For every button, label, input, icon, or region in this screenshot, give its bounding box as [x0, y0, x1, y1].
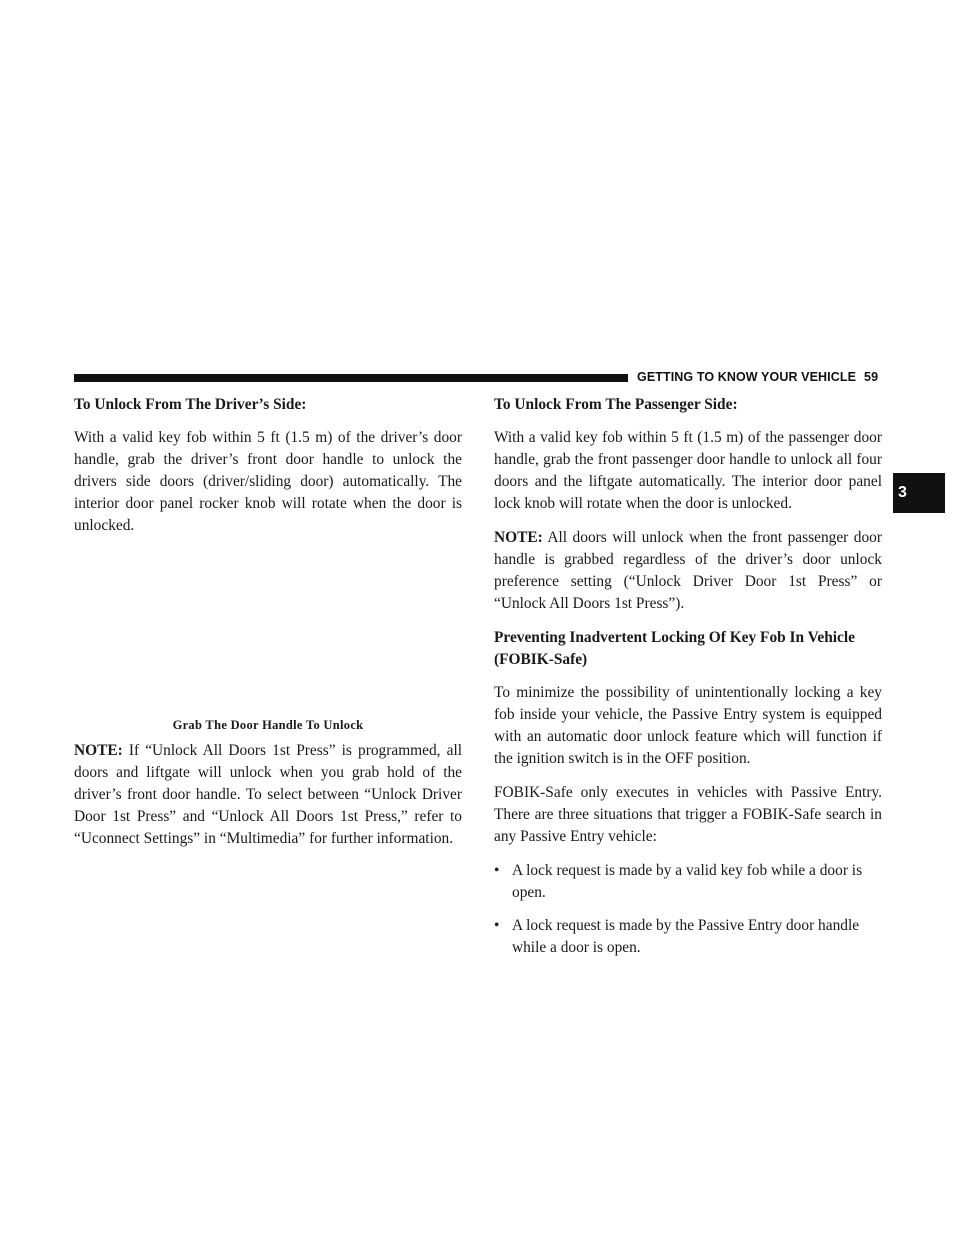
right-column	[494, 394, 882, 970]
situation-list	[494, 860, 882, 959]
passenger-side-paragraph: With a valid key fob within 5 ft (1.5 m) of the passenger door handle, grab the front passenger door handle to unlock all four doors and the liftgate automatically. The interior door panel lock knob will rotate when the door is unlocked.	[494, 429, 882, 512]
driver-side-note	[74, 740, 462, 850]
fobik-safe-heading: Preventing Inadvertent Locking Of Key Fob In Vehicle (FOBIK-Safe)	[494, 629, 855, 668]
passenger-side-heading: To Unlock From The Passenger Side:	[494, 396, 738, 413]
header-rule	[74, 374, 628, 382]
running-header	[637, 370, 878, 384]
list-item-text: A lock request is made by the Passive Entry door handle while a door is open.	[512, 917, 860, 956]
fobik-safe-paragraph: To minimize the possibility of unintentionally locking a key fob inside your vehicle, the Passive Entry system is equipped with an automatic door unlock feature which will function if the ignition switch is in the OFF position.	[494, 684, 882, 767]
page-number: 59	[864, 370, 879, 384]
driver-side-paragraph: With a valid key fob within 5 ft (1.5 m) of the driver’s door handle, grab the driver’s front door handle to unlock the drivers side doors (driver/sliding door) automatically. The interior door panel rocker knob will rotate when the door is unlocked.	[74, 429, 462, 534]
bullet-mark: •	[494, 862, 500, 879]
list-item	[494, 860, 882, 904]
driver-side-heading: To Unlock From The Driver’s Side:	[74, 396, 307, 413]
section-title: GETTING TO KNOW YOUR VEHICLE	[637, 370, 857, 384]
note-label: NOTE:	[494, 529, 543, 546]
note-label: NOTE:	[74, 742, 123, 759]
fobik-safe-situations: FOBIK-Safe only executes in vehicles with Passive Entry. There are three situations that trigger a FOBIK-Safe search in any Passive Entry vehicle:	[494, 784, 882, 845]
chapter-tab[interactable]: 3	[893, 473, 945, 513]
note-text: All doors will unlock when the front passenger door handle is grabbed regardless of the driver’s door unlock preference setting (“Unlock Driver Door 1st Press” or “Unlock All Doors 1st Press”).	[494, 529, 882, 612]
figure-caption: Grab The Door Handle To Unlock	[172, 718, 364, 732]
list-item-text: A lock request is made by a valid key fob while a door is open.	[512, 862, 863, 901]
passenger-side-note	[494, 527, 882, 615]
list-item	[494, 915, 882, 959]
note-text: If “Unlock All Doors 1st Press” is programmed, all doors and liftgate will unlock when you grab hold of the driver’s front door handle. To select between “Unlock Driver Door 1st Press” and “Unlock All Doors 1st Press,” refer to “Uconnect Settings” in “Multimedia” for further information.	[74, 742, 462, 847]
left-column	[74, 394, 462, 549]
bullet-mark: •	[494, 917, 500, 934]
